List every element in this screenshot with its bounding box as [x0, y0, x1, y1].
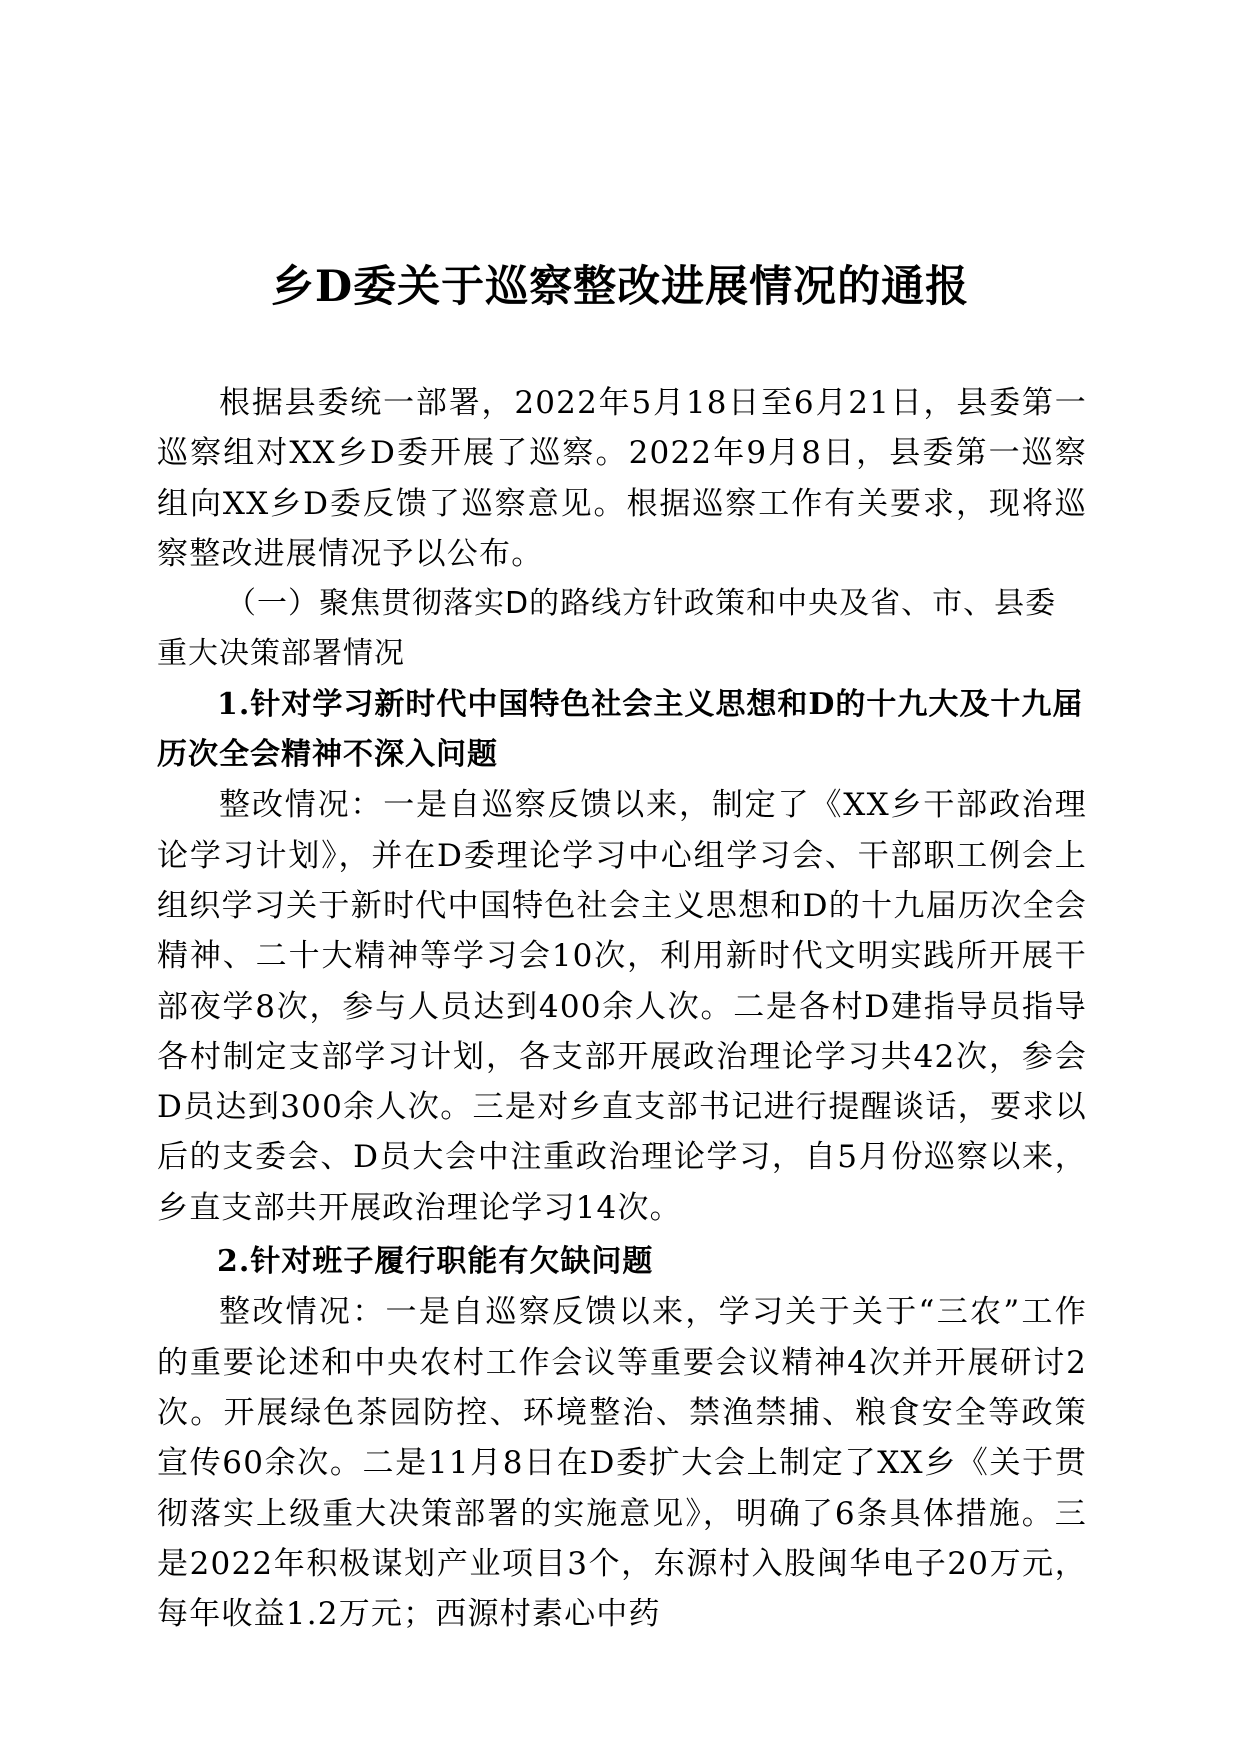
item-heading-1: 1.针对学习新时代中国特色社会主义思想和D的十九大及十九届历次全会精神不深入问题: [157, 686, 1084, 773]
section-heading-1: （一）聚焦贯彻落实D的路线方针政策和中央及省、市、县委重大决策部署情况: [157, 586, 1057, 672]
document-title: 乡D委关于巡察整改进展情况的通报: [270, 262, 970, 312]
item-heading-2: 2.针对班子履行职能有欠缺问题: [217, 1244, 654, 1280]
item-body-2: 整改情况：一是自巡察反馈以来，学习关于关于“三农”工作的重要论述和中央农村工作会议等重要会议精神4次并开展研讨2次。开展绿色茶园防控、环境整治、禁渔禁捕、粮食安全等政策宣传60余次。二是11月8日在D委扩大会上制定了XX乡《关于贯彻落实上级重大决策部署的实施意见》，明确了6条具体措施。三是2022年积极谋划产业项目3个，东源村入股闽华电子20万元，每年收益1.2万元；西源村素心中药: [157, 1294, 1087, 1633]
item-body-1: 整改情况：一是自巡察反馈以来，制定了《XX乡干部政治理论学习计划》，并在D委理论学习中心组学习会、干部职工例会上组织学习关于新时代中国特色社会主义思想和D的十九届历次全会精神、二十大精神等学习会10次，利用新时代文明实践所开展干部夜学8次，参与人员达到400余人次。二是各村D建指导员指导各村制定支部学习计划，各支部开展政治理论学习共42次，参会D员达到300余人次。三是对乡直支部书记进行提醒谈话，要求以后的支委会、D员大会中注重政治理论学习，自5月份巡察以来，乡直支部共开展政治理论学习14次。: [157, 787, 1087, 1226]
document-body: [157, 378, 1087, 1639]
intro-paragraph: 根据县委统一部署，2022年5月18日至6月21日，县委第一巡察组对XX乡D委开展了巡察。2022年9月8日，县委第一巡察组向XX乡D委反馈了巡察意见。根据巡察工作有关要求，现将巡察整改进展情况予以公布。: [157, 385, 1087, 572]
